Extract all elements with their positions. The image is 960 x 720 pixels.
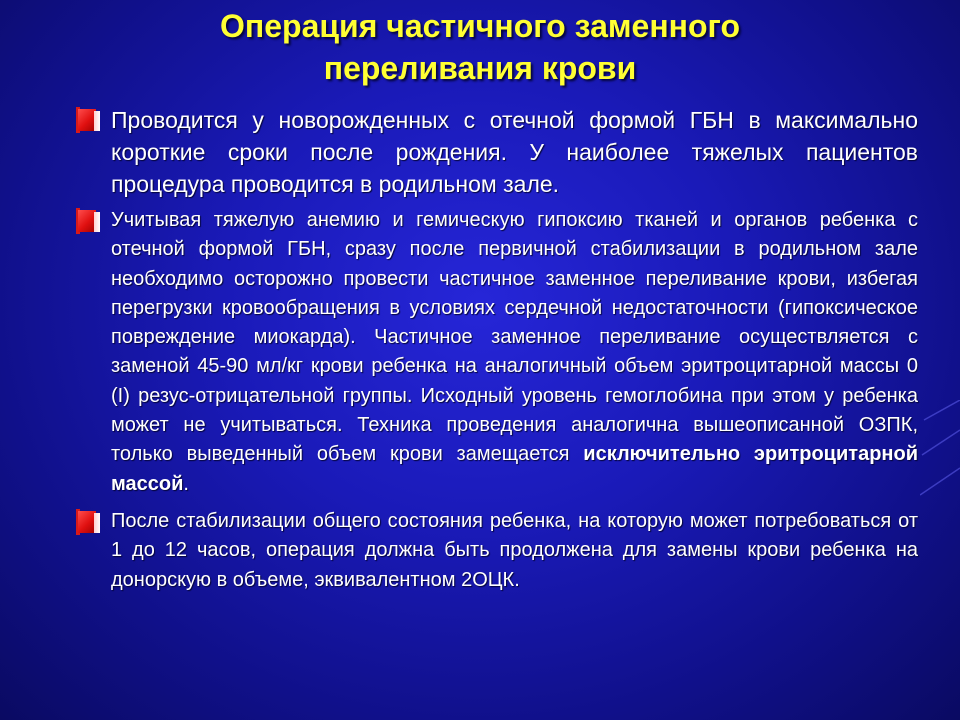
decorative-lines <box>920 400 960 510</box>
bullet-item-2 <box>76 206 918 499</box>
bullet-item-1 <box>76 104 918 200</box>
bullet-text: Проводится у новорожденных с отечной формой ГБН в максимально короткие сроки после рождения. У наиболее тяжелых пациентов процедура проводится в родильном зале. <box>111 107 918 197</box>
bullet-bold-emphasis: исключительно эритроцитарной массой <box>111 443 918 495</box>
slide-title <box>110 5 850 89</box>
bullet-marker-icon <box>76 509 100 535</box>
bullet-marker-icon <box>76 107 100 133</box>
title-line-1: Операция частичного заменного <box>220 8 740 44</box>
bullet-marker-icon <box>76 208 100 234</box>
bullet-item-3 <box>76 507 918 595</box>
bullet-text: Учитывая тяжелую анемию и гемическую гипоксию тканей и органов ребенка с отечной формой ГБН, сразу после первичной стабилизации в родильном зале необходимо осторожно провести частичное заменное переливание крови, избегая перегрузки кровообращения в условиях сердечной недостаточности (гипоксическое повреждение миокарда). Частичное заменное переливание осуществляется с заменой 45-90 мл/кг крови ребенка на аналогичный объем эритроцитарной массы 0 (I) резус-отрицательной группы. Исходный уровень гемоглобина при этом у ребенка может не учитываться. Техника проведения аналогична вышеописанной ОЗПК, только выведенный объем крови замещается <box>111 209 918 466</box>
bullet-text: После стабилизации общего состояния ребенка, на которую может потребоваться от 1 до 12 часов, операция должна быть продолжена для замены крови ребенка на донорскую в объеме, эквивалентном 2ОЦК. <box>111 509 918 591</box>
bullet-list <box>76 104 918 595</box>
title-line-2: переливания крови <box>323 50 637 86</box>
bullet-text-tail: . <box>183 472 189 495</box>
